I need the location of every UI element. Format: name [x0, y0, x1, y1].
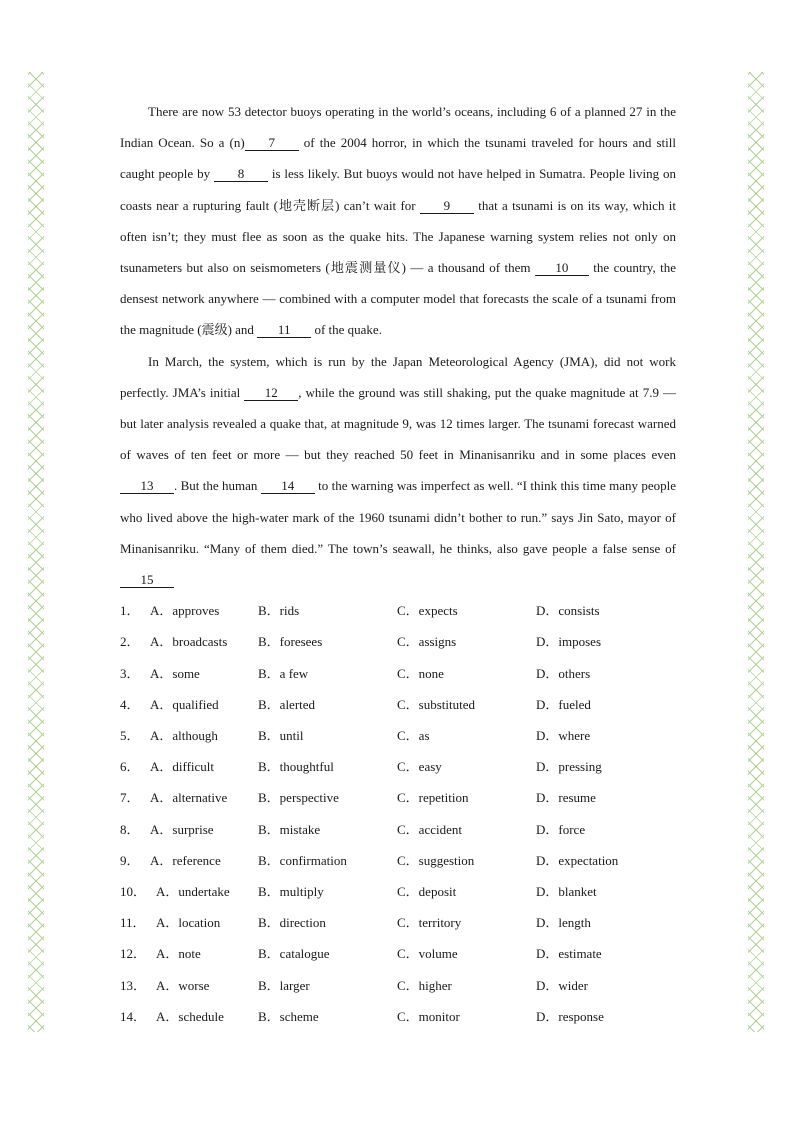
question-row: 9． A．reference B．confirmation C．suggestion D．expectation: [120, 845, 676, 876]
option-c: C．monitor: [397, 1008, 460, 1024]
option-d: D．consists: [536, 603, 600, 619]
option-c: C．as: [397, 728, 430, 743]
option-b: B．perspective: [258, 790, 339, 806]
option-a: A．some: [150, 665, 200, 681]
option-a: A．undertake: [156, 883, 230, 899]
option-b: B．until: [258, 728, 304, 743]
blank-8: 8: [214, 158, 268, 189]
question-row: 5． A．although B．until C．as D．where: [120, 720, 676, 751]
option-b: B．multiply: [258, 883, 324, 899]
blank-13: 13: [120, 470, 174, 501]
option-b: B．a few: [258, 665, 309, 681]
question-row: 7． A．alternative B．perspective C．repetition D．resume: [120, 782, 676, 813]
option-a: A．note: [156, 946, 201, 962]
question-row: 8． A．surprise B．mistake C．accident D．force: [120, 814, 676, 845]
option-d: D．response: [536, 1008, 604, 1024]
option-c: C．assigns: [397, 634, 457, 650]
option-b: B．foresees: [258, 634, 323, 650]
option-a: A．reference: [150, 852, 221, 868]
option-a: A．alternative: [150, 790, 228, 806]
option-d: D．expectation: [536, 852, 619, 868]
option-d: D．pressing: [536, 759, 602, 775]
option-c: C．accident: [397, 821, 462, 837]
option-b: B．larger: [258, 977, 310, 993]
option-d: D．force: [536, 821, 586, 837]
question-options: [120, 595, 676, 1032]
option-a: A．location: [156, 915, 221, 931]
option-c: C．higher: [397, 977, 452, 993]
option-c: C．territory: [397, 915, 462, 931]
option-a: A．worse: [156, 977, 210, 993]
option-d: D．estimate: [536, 946, 602, 962]
option-d: D．fueled: [536, 696, 591, 712]
blank-14: 14: [261, 470, 315, 501]
option-b: B．confirmation: [258, 852, 347, 868]
option-a: A．although: [150, 728, 218, 743]
option-d: D．wider: [536, 977, 588, 993]
question-row: 14． A．schedule B．scheme C．monitor D．response: [120, 1001, 676, 1032]
option-d: D．others: [536, 665, 591, 681]
question-row: 12． A．note B．catalogue C．volume D．estimate: [120, 938, 676, 969]
option-a: A．approves: [150, 603, 220, 619]
option-a: A．schedule: [156, 1008, 224, 1024]
option-c: C．expects: [397, 603, 458, 619]
document-body: [120, 96, 676, 1032]
option-c: C．substituted: [397, 696, 476, 712]
passage-paragraph-2: In March, the system, which is run by the Japan Meteorological Agency (JMA), did not work perfectly. JMA’s initial 12 , while the ground was still shaking, put the quake magnitude at 7.9 — but later analysis revealed a quake that, at magnitude 9, was 12 times larger. The tsunami forecast warned of waves of ten feet or more — but they reached 50 feet in Minanisanriku and in some places even 13 . But the human 14 to the warning was imperfect as well. “I think this time many people who lived above the high-water mark of the 1960 tsunami didn’t bother to run.” says Jin Sato, mayor of Minanisanriku. “Many of them died.” The town’s seawall, he thinks, also gave people a false sense of 15: [120, 346, 676, 596]
option-d: D．length: [536, 915, 591, 931]
option-c: C．none: [397, 665, 444, 681]
option-b: B．catalogue: [258, 946, 330, 962]
option-d: D．resume: [536, 790, 596, 806]
option-c: C．suggestion: [397, 852, 475, 868]
option-a: A．difficult: [150, 759, 215, 775]
option-c: C．volume: [397, 946, 458, 962]
option-b: B．scheme: [258, 1008, 319, 1024]
option-a: A．surprise: [150, 821, 214, 837]
question-row: 2． A．broadcasts B．foresees C．assigns D．imposes: [120, 626, 676, 657]
option-c: C．repetition: [397, 790, 469, 806]
option-d: D．imposes: [536, 634, 602, 650]
blank-10: 10: [535, 252, 589, 283]
option-b: B．thoughtful: [258, 759, 334, 775]
question-row: 3． A．some B．a few C．none D．others: [120, 658, 676, 689]
option-d: D．where: [536, 728, 591, 743]
option-c: C．deposit: [397, 883, 457, 899]
question-row: 4． A．qualified B．alerted C．substituted D．fueled: [120, 689, 676, 720]
blank-11: 11: [257, 314, 311, 345]
blank-9: 9: [420, 190, 474, 221]
option-d: D．blanket: [536, 883, 597, 899]
question-row: 6． A．difficult B．thoughtful C．easy D．pressing: [120, 751, 676, 782]
blank-12: 12: [244, 377, 298, 408]
option-b: B．rids: [258, 603, 300, 619]
option-b: B．alerted: [258, 696, 316, 712]
option-a: A．broadcasts: [150, 634, 228, 650]
option-c: C．easy: [397, 759, 442, 775]
option-a: A．qualified: [150, 696, 219, 712]
blank-7: 7: [245, 127, 299, 158]
question-row: 1． A．approves B．rids C．expects D．consists: [120, 595, 676, 626]
decorative-border-right: [748, 72, 764, 1032]
option-b: B．mistake: [258, 821, 321, 837]
blank-15: 15: [120, 564, 174, 595]
option-b: B．direction: [258, 915, 326, 931]
question-row: 13． A．worse B．larger C．higher D．wider: [120, 970, 676, 1001]
question-row: 10． A．undertake B．multiply C．deposit D．blanket: [120, 876, 676, 907]
passage-paragraph-1: There are now 53 detector buoys operating in the world’s oceans, including 6 of a planned 27 in the Indian Ocean. So a (n) 7 of the 2004 horror, in which the tsunami traveled for hours and still caught people by 8 is less likely. But buoys would not have helped in Sumatra. People living on coasts near a rupturing fault (地壳断层) can’t wait for 9 that a tsunami is on its way, which it often isn’t; they must flee as soon as the quake hits. The Japanese warning system relies not only on tsunameters but also on seismometers (地震测量仪) — a thousand of them 10 the country, the densest network anywhere — combined with a computer model that forecasts the scale of a tsunami from the magnitude (震级) and 11 of the quake.: [120, 96, 676, 346]
question-row: 11． A．location B．direction C．territory D．length: [120, 907, 676, 938]
decorative-border-left: [28, 72, 44, 1032]
